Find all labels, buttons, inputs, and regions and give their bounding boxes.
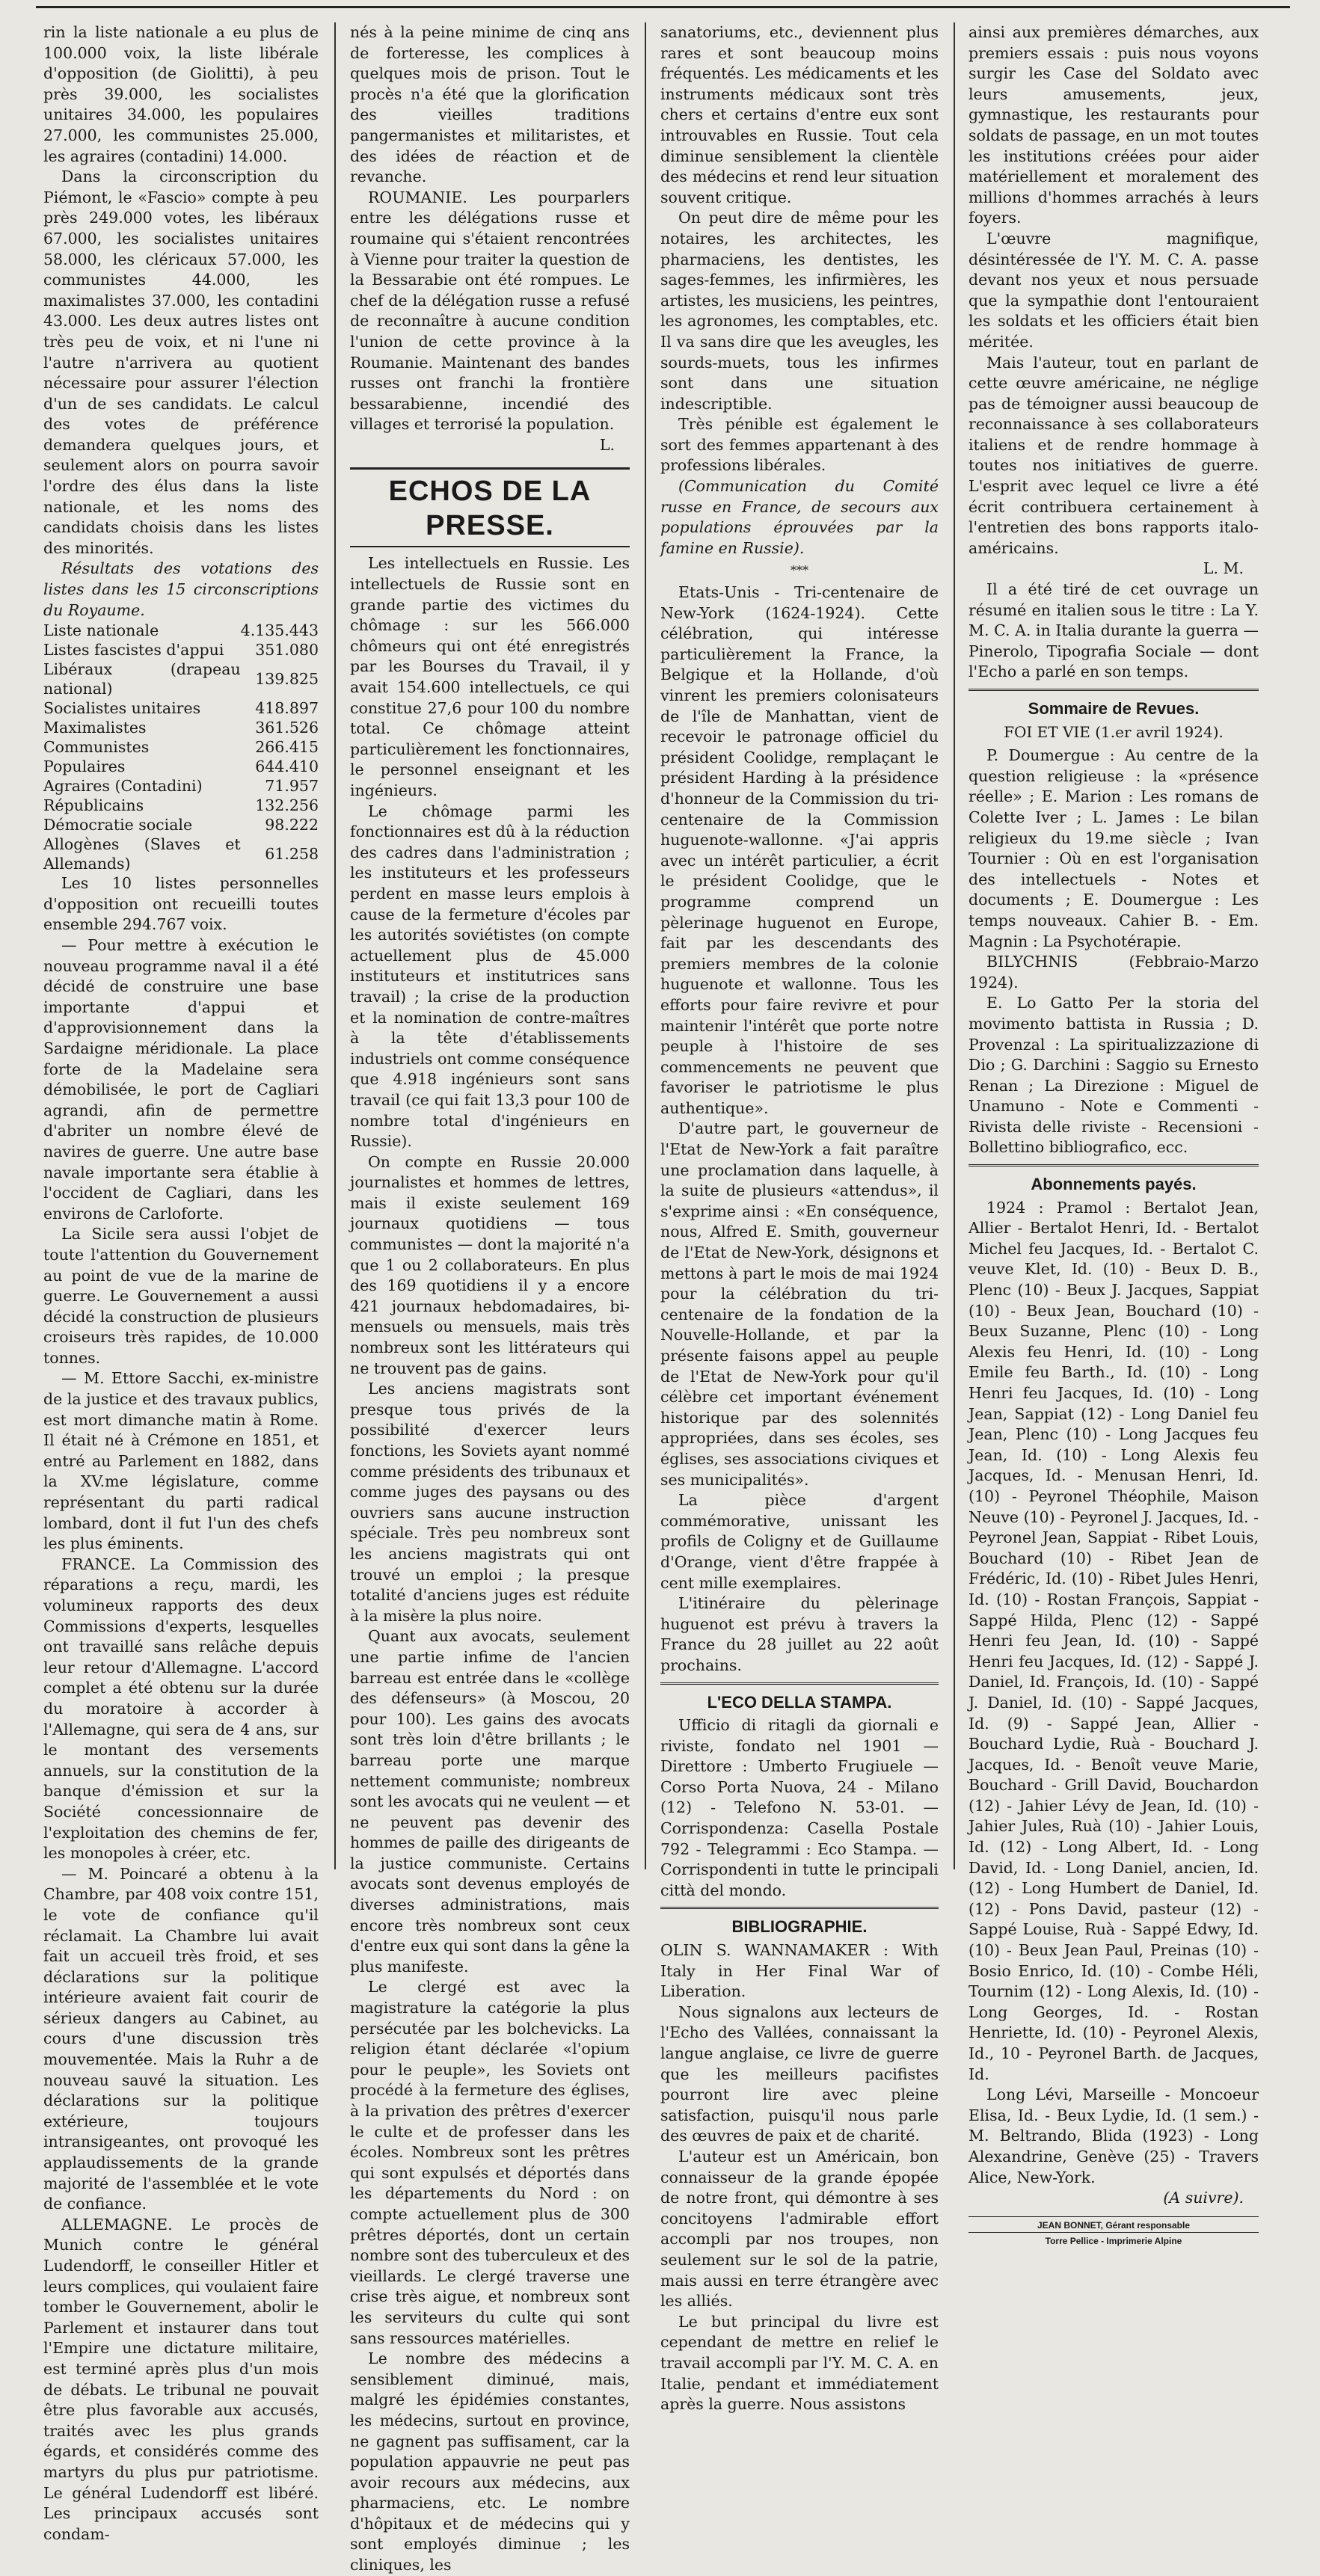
column-1 [43, 22, 319, 2543]
paragraph: La pièce d'argent commémorative, unissant les profils de Coligny et de Guillaume d'Orange, vient d'être frappée à cent mille exemplaires. [660, 1491, 939, 1592]
results-label: Communistes [43, 738, 150, 757]
section-heading-bibliographie: BIBLIOGRAPHIE. [731, 1917, 868, 1937]
divider [660, 1682, 939, 1685]
section-heading-sommaire: Sommaire de Revues. [1028, 699, 1200, 718]
paragraph: ainsi aux premières démarches, aux premiers essais : puis nous voyons surgir les Case del Soldato avec leurs amusements, jeux, gymnastique, les restaurants pour soldats de passage, en un mot toutes les institutions créées pour aider matériellement et moralement des millions d'hommes arrachés à leurs foyers. [968, 23, 1259, 227]
paragraph: Il a été tiré de cet ouvrage un résumé en italien sous le titre : La Y. M. C. A. in Italia durante la guerra — Pinerolo, Tipografia Sociale — dont l'Echo a parlé en son temps. [968, 580, 1259, 681]
results-label: Libéraux (drapeau national) [43, 660, 241, 698]
paragraph: — Pour mettre à exécution le nouveau programme naval il a été décidé de construire une base importante d'appui et d'approvisionnement dans la Sardaigne méridionale. La place forte de la Madelaine sera démobilisée, le port de Cagliari agrandi, afin de permettre d'abriter un nombre élevé de navires de guerre. Une autre base navale importante sera établie à l'occident de Cagliari, dans les environs de Carloforte. [43, 936, 319, 1223]
paragraph: Mais l'auteur, tout en parlant de cette œuvre américaine, ne néglige pas de témoigner aussi beaucoup de reconnaissance à ses collaborateurs italiens et de rendre hommage à toutes nos initiatives de guerre. L'esprit avec lequel ce livre a été écrit contribuera certainement à l'entretien des bons rapports italo-américains. [968, 353, 1259, 557]
section-heading-echos: ECHOS DE LA PRESSE. [350, 467, 630, 547]
paragraph: Ufficio di ritagli da giornali e riviste, fondato nel 1901 — Direttore : Umberto Frugiuele — Corso Porta Nuova, 24 - Milano (12) - Telefono N. 53-01. — Corrispondenza: Casella Postale 792 - Telegrammi : Eco Stampa. — Corrispondenti in tutte le principali città del mondo. [660, 1716, 939, 1899]
results-row [43, 621, 319, 640]
signature: L. M. [1203, 559, 1244, 578]
results-row [43, 834, 319, 873]
paragraph: L'itinéraire du pèlerinage huguenot est prévu à travers la France du 28 juillet au 22 août prochains. [660, 1594, 939, 1674]
results-row [43, 698, 319, 718]
paragraph: — M. Poincaré a obtenu à la Chambre, par 408 voix contre 151, le vote de confiance qu'il réclamait. La Chambre lui avait fait un accueil très froid, et ses déclarations sur la politique intérieure avaient fait courir de sérieux dangers au Cabinet, au cours d'une discussion très mouvementée. Mais la Ruhr a de nouveau sauvé la situation. Les déclarations sur la politique extérieure, toujours intransigeantes, ont provoqué les applaudissements de la grande majorité de l'assemblée et le vote de confiance. [43, 1864, 319, 2213]
results-row [43, 757, 319, 776]
review-title-bilychnis: BILYCHNIS (Febbraio-Marzo 1924). [968, 953, 1259, 992]
results-value: 132.256 [255, 796, 319, 815]
results-row [43, 737, 319, 757]
results-row [43, 718, 319, 737]
paragraph: — M. Ettore Sacchi, ex-ministre de la justice et des travaux publics, est mort dimanche matin à Rome. Il était né à Crémone en 1851, et entré au Parlement en 1882, dans la XV.me législature, comme représentant du parti radical lombard, dont il fut l'un des chefs les plus éminents. [43, 1369, 319, 1553]
results-value: 361.526 [255, 719, 319, 737]
results-row [43, 796, 319, 815]
paragraph: Les intellectuels en Russie. Les intellectuels de Russie sont en grande partie des victimes du chômage : sur les 566.000 chômeurs qui ont été enregistrés par les Bourses du Travail, il y avait 154.600 intellectuels, ce qui constitue 27,6 pour 100 du nombre total. Ce chômage atteint particulièrement les fonctionnaires, le personnel enseignant et les ingénieurs. [350, 554, 630, 799]
review-title-foi-et-vie: FOI ET VIE (1.er avril 1924). [1004, 722, 1224, 741]
results-value: 71.957 [265, 777, 319, 796]
paragraph: Le clergé est avec la magistrature la catégorie la plus persécutée par les bolchevicks. La religion étant déclarée «l'opium pour le peuple», les Soviets ont procédé à la fermeture des églises, à la privation des prêtres d'exercer le culte et de professer dans les écoles. Nombreux sont les prêtres qui sont expulsés et déportés dans les départements du Nord : on compte actuellement plus de 300 prêtres déportés, dont un certain nombre sont des tuberculeux et des vieillards. Le clergé traverse une crise très aigue, et nombreux sont les serviteurs du culte qui sont sans ressources matérielles. [350, 1978, 630, 2347]
paragraph: Le chômage parmi les fonctionnaires est dû à la réduction des cadres dans l'administration ; les instituteurs et les professeurs perdent en masse leurs emplois à cause de la fermeture d'écoles par les autorités soviétistes (on compte actuellement plus de 45.000 instituteurs et institutrices sans travail) ; la crise de la production et la nomination de contre-maîtres à la tête d'établissements industriels ont comme conséquence que 4.918 ingénieurs sont sans travail (ce qui fait 13,3 pour 100 de nombre total d'ingénieurs en Russie). [350, 802, 630, 1151]
results-label: Allogènes (Slaves et Allemands) [43, 835, 241, 873]
results-label: Socialistes unitaires [43, 699, 201, 718]
results-label: Populaires [43, 757, 126, 776]
paragraph: Le but principal du livre est cependant de mettre en relief le travail accompli par l'Y. M. C. A. en Italie, pendant et immédiatement après la guerre. Nous assistons [660, 2312, 939, 2414]
column-4 [968, 22, 1259, 2246]
paragraph: ROUMANIE. Les pourparlers entre les délégations russe et roumaine qui s'étaient rencontrées à Vienne pour traiter la question de la Bessarabie ont été rompues. Le chef de la délégation russe a refusé de reconnaître à aucune condition l'union de cette province à la Roumanie. Maintenant des bandes russes ont franchi la frontière bessarabienne, incendié des villages et terrorisé la population. [350, 188, 630, 434]
paragraph: Le nombre des médecins a sensiblement diminué, mais, malgré les épidémies constantes, les médecins, surtout en province, ne gagnent pas suffisament, car la population appauvrie ne peut pas avoir recours aux médecins, aux pharmaciens, etc. Le nombre d'hôpitaux et de médecins qui y sont employés diminue ; les cliniques, les [350, 2349, 630, 2575]
paragraph: Les anciens magistrats sont presque tous privés de la possibilité d'exercer leurs fonctions, les Soviets ayant nommé comme présidents des tribunaux et comme juges des paysans ou des ouvriers sans aucune instruction spéciale. Très peu nombreux sont les anciens magistrats qui ont trouvé un emploi ; la presque totalité d'anciens juges est réduite à la misère la plus noire. [350, 1380, 630, 1625]
paragraph: L'auteur est un Américain, bon connaisseur de la grande épopée de notre front, qui démontre à ses concitoyens l'admirable effort accompli par nos troupes, non seulement sur le sol de la patrie, mais aussi en terre étrangère avec les alliés. [660, 2147, 939, 2311]
divider [968, 1164, 1259, 1166]
results-label: Liste nationale [43, 621, 159, 640]
paragraph: D'autre part, le gouverneur de l'Etat de New-York a fait paraître une proclamation dans laquelle, à la suite de plusieurs «attendus», il s'exprime ainsi : «En conséquence, nous, Alfred E. Smith, gouverneur de l'Etat de New-York, désignons et mettons à part le mois de mai 1924 pour la célébration du tri-centenaire de la fondation de la Nouvelle-Hollande, et par la présente faisons appel au peuple de l'Etat de New-York pour qu'il célèbre cet important événement historique par des solennités appropriées, dans ses écoles, ses églises, ses associations civiques et ses municipalités». [660, 1119, 939, 1489]
paragraph: Quant aux avocats, seulement une partie infime de l'ancien barreau est entrée dans le «collège des défenseurs» (à Moscou, 20 pour 100). Les gains des avocats sont très loin d'être brillants ; le barreau porte une marque nettement communiste; nombreux sont les avocats qui ne veulent — et ne peuvent pas devenir des hommes de paille des dirigeants de la justice communiste. Certains avocats sont devenus employés de diverses administrations, mais encore très nombreux sont ceux d'entre eux qui sont dans la gêne la plus manifeste. [350, 1627, 630, 1976]
results-row [43, 776, 319, 796]
paragraph: Très pénible est également le sort des femmes appartenant à des professions libérales. [660, 415, 939, 475]
paragraph: L'œuvre magnifique, désintéressée de l'Y. M. C. A. passe devant nos yeux et nous persuade que la sympathie dont l'entouraient les soldats et les officiers était bien méritée. [968, 229, 1259, 351]
results-label: Agraires (Contadini) [43, 777, 203, 796]
section-heading-abonnements: Abonnements payés. [1031, 1175, 1197, 1194]
paragraph: Les 10 listes personnelles d'opposition ont recueilli toutes ensemble 294.767 voix. [43, 874, 319, 934]
imprint [968, 2216, 1259, 2248]
results-label: Républicains [43, 796, 144, 815]
paragraph: (Communication du Comité russe en France, de secours aux populations éprouvées par la famine en Russie). [660, 477, 939, 557]
column-2 [350, 22, 630, 2575]
column-rule [334, 22, 336, 1869]
paragraph: sanatoriums, etc., deviennent plus rares et sont beaucoup moins fréquentés. Les médicaments et les instruments médicaux sont très chers et certains d'entre eux sont introuvables en Russie. Tout cela diminue sensiblement la clientèle des médecins et rend leur situation souvent critique. [660, 23, 939, 206]
column-rule [954, 22, 955, 1869]
section-heading-eco: L'ECO DELLA STAMPA. [707, 1692, 892, 1712]
paragraph: nés à la peine minime de cinq ans de forteresse, les complices à quelques mois de prison. Tout le procès n'a été que la glorification des vieilles traditions pangermanistes et militaristes, et des idées de réaction et de revanche. [350, 23, 630, 186]
paragraph: Etats-Unis - Tri-centenaire de New-York (1624-1924). Cette célébration, qui intéresse particulièrement la France, la Belgique et la Hollande, d'où vinrent les premiers colonisateurs de l'île de Manhattan, vient de recevoir le patronage officiel du président Coolidge, remplaçant le président Harding à la présidence d'honneur de la Commission du tri-centenaire de la Commission huguenote-wallonne. «J'ai appris avec un intérêt particulier, a écrit le président Coolidge, que le programme comprend un pèlerinage huguenot en Europe, fait par les descendants des premiers membres de la colonie huguenote et wallonne. Tous les efforts pour faire revivre et pour maintenir l'intérêt que porte notre peuple à l'histoire de ses commencements ne peuvent que favoriser le patriotisme le plus authentique». [660, 583, 939, 1117]
results-title: Résultats des votations des listes dans les 15 circonscriptions du Royaume. [43, 559, 319, 619]
paragraph: On peut dire de même pour les notaires, les architectes, les pharmaciens, les dentistes, les sages-femmes, les infirmières, les artistes, les musiciens, les peintres, les agronomes, les comptables, etc. Il va sans dire que les aveugles, les sourds-muets, tous les infirmes sont dans une situation indescriptible. [660, 209, 939, 413]
book-reference: OLIN S. WANNAMAKER : With Italy in Her Final War of Liberation. [660, 1941, 939, 2001]
paragraph: E. Lo Gatto Per la storia del movimento battista in Russia ; D. Provenzal : La spiritualizzazione di Dio ; G. Darchini : Saggio su Ernesto Renan ; La Direzione : Miguel de Unamuno - Note e Commenti - Rivista delle riviste - Recensioni - Bollettino bibliografico, ecc. [968, 994, 1259, 1157]
results-value: 61.258 [265, 845, 319, 864]
results-value: 139.825 [255, 670, 319, 689]
results-label: Listes fascistes d'appui [43, 641, 224, 660]
to-be-continued: (A suivre). [1163, 2189, 1244, 2207]
top-rule [36, 6, 1290, 8]
divider [660, 1907, 939, 1909]
results-label: Maximalistes [43, 719, 147, 737]
results-table [43, 621, 319, 873]
paragraph: P. Doumergue : Au centre de la question religieuse : la «présence réelle» ; E. Marion : Les romans de Colette Iver ; L. James : Le bilan religieux du 19.me siècle ; Ivan Tournier : Où en est l'organisation des intellectuels - Notes et documents ; E. Doumergue : Les temps nouveaux. Cahier B. - Em. Magnin : La Psychotérapie. [968, 746, 1259, 950]
paragraph: ALLEMAGNE. Le procès de Munich contre le général Ludendorff, le conseiller Hitler et leurs complices, qui voulaient faire tomber le Gouvernement, abolir le Parlement et instaurer dans tout l'Empire une dictature militaire, est terminé après plus d'un mois de débats. Le tribunal ne pouvait être plus favorable aux accusés, traités avec les plus grands égards, et considérés comme des martyrs du plus pur patriotisme. Le général Ludendorff est libéré. Les principaux accusés sont condam- [43, 2215, 319, 2543]
paragraph: On compte en Russie 20.000 journalistes et hommes de lettres, mais il existe seulement 169 journaux quotidiens — tous communistes — dont la majorité n'a que 1 ou 2 collaborateurs. En plus des 169 quotidiens il y a encore 421 journaux hebdomadaires, bi-mensuels ou mensuels, mais très nombreux sont les littérateurs qui ne trouvent pas de gains. [350, 1152, 630, 1377]
printer-line: Torre Pellice - Imprimerie Alpine [968, 2232, 1259, 2248]
paragraph: FRANCE. La Commission des réparations a reçu, mardi, les volumineux rapports des deux Commissions d'experts, lesquelles ont travaillé sans relâche depuis leur retour d'Allemagne. L'accord complet a été obtenu sur la durée du moratoire à accorder à l'Allemagne, qui sera de 4 ans, sur le montant des versements annuels, sur la constitution de la banque d'émission et sur la Société concessionnaire de l'exploitation des chemins de fer, les monopoles à créer, etc. [43, 1555, 319, 1863]
results-value: 418.897 [255, 699, 319, 718]
results-row [43, 815, 319, 834]
column-3 [660, 22, 939, 2414]
results-value: 351.080 [255, 641, 319, 660]
results-row [43, 640, 319, 660]
results-label: Démocratie sociale [43, 816, 193, 834]
publisher-line: JEAN BONNET, Gérant responsable [968, 2216, 1259, 2232]
paragraph: La Sicile sera aussi l'objet de toute l'attention du Gouvernement au point de vue de la marine de guerre. Le Gouvernement a aussi décidé la construction de plusieurs croiseurs très rapides, de 10.000 tonnes. [43, 1225, 319, 1367]
column-rule [645, 22, 646, 1869]
signature: L. [599, 435, 615, 454]
results-value: 98.222 [265, 816, 319, 834]
results-row [43, 660, 319, 698]
results-value: 4.135.443 [240, 621, 319, 640]
results-value: 644.410 [255, 757, 319, 776]
paragraph: Nous signalons aux lecteurs de l'Echo des Vallées, connaissant la langue anglaise, ce livre de guerre que les meilleurs pacifistes pourront lire avec pleine satisfaction, puisqu'il nous parle des œuvres de paix et de charité. [660, 2002, 939, 2145]
paragraph: 1924 : Pramol : Bertalot Jean, Allier - Bertalot Henri, Id. - Bertalot Michel feu Jacques, Id. - Bertalot C. veuve Klet, Id. (10) - Beux D. B., Plenc (10) - Beux J. Jacques, Sappiat (10) - Beux Jean, Bouchard (10) - Beux Suzanne, Plenc (10) - Long Alexis feu Henri, Id. (10) - Long Emile feu Barth., Id. (10) - Long Henri feu Jacques, Id. (10) - Long Jean, Sappiat (12) - Long Daniel feu Jean, Plenc (10) - Long Jacques feu Jean, Id. (10) - Long Alexis feu Jacques, Id. - Menusan Henri, Id. (10) - Peyronel Théophile, Maison Neuve (10) - Peyronel J. Jacques, Id. - Peyronel Jean, Sappiat - Ribet Louis, Bouchard (10) - Ribet Jean de Frédéric, Id. (10) - Ribet Jules Henri, Id. (10) - Rostan François, Sappiat - Sappé Hilda, Plenc (12) - Sappé Henri feu Jean, Id. (10) - Sappé Henri feu Jacques, Id. (12) - Sappé J. Daniel, Id. François, Id. (10) - Sappé J. Daniel, Id. (10) - Sappé Jacques, Id. (9) - Sappé Jean, Allier - Bouchard Lydie, Ruà - Bouchard J. Jacques, Id. - Benoît veuve Marie, Bouchard - Grill David, Bouchardon (12) - Jahier Lévy de Jean, Id. (10) - Jahier Jules, Ruà (10) - Jahier Louis, Id. (12) - Long Albert, Id. - Long David, Id. - Long Daniel, ancien, Id. (12) - Long Humbert de Daniel, Id. (12) - Pons David, pasteur (12) - Sappé Louise, Ruà - Sappé Edwy, Id. (10) - Beux Jean Paul, Preinas (10) - Bosio Enrico, Id. (10) - Combe Héli, Tournim (12) - Long Alexis, Id. (10) - Long Georges, Id. - Rostan Henriette, Id. (10) - Peyronel Alexis, Id., 10 - Peyronel Barth. de Jacques, Id. [968, 1198, 1259, 2083]
separator-stars: *** [791, 563, 808, 578]
paragraph: rin la liste nationale a eu plus de 100.000 voix, la liste libérale d'opposition (de Giolitti), à peu près 39.000, les socialistes unitaires 34.000, les populaires 27.000, les communistes 25.000, les agraires (contadini) 14.000. [43, 23, 319, 165]
paragraph: Dans la circonscription du Piémont, le «Fascio» compte à peu près 249.000 votes, les libéraux 67.000, les socialistes unitaires 58.000, les cléricaux 57.000, les communistes 44.000, les maximalistes 37.000, les contadini 43.000. Les deux autres listes ont très peu de voix, et ni l'une ni l'autre n'arrivera au quotient nécessaire pour assurer l'élection d'un de ses candidats. Le calcul des votes de préférence demandera quelques jours, et seulement alors on pourra savoir l'ordre des élus dans la liste nationale, et les noms des candidats choisis dans les listes des minorités. [43, 167, 319, 557]
results-value: 266.415 [255, 738, 319, 757]
divider [968, 689, 1259, 691]
paragraph: Long Lévi, Marseille - Moncoeur Elisa, Id. - Beux Lydie, Id. (1 sem.) - M. Beltrando, Blida (1923) - Long Alexandrine, Genève (25) - Travers Alice, New-York. [968, 2085, 1259, 2186]
